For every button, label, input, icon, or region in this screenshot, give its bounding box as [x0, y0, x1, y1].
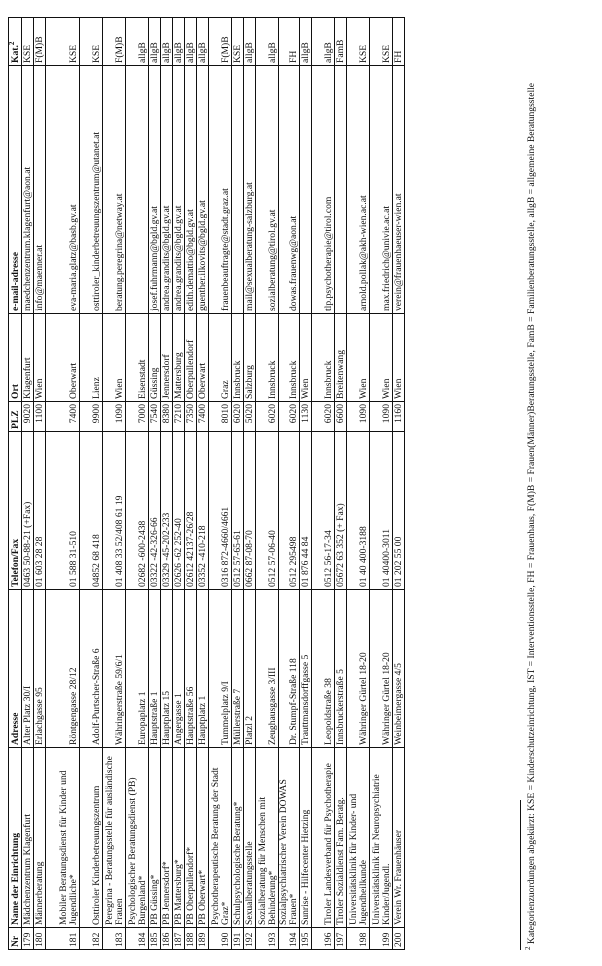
- cell-nr: 200: [393, 928, 405, 950]
- cell-ort: Wien: [34, 314, 46, 402]
- cell-telefon: 01 876 44 84: [300, 432, 312, 590]
- cell-email: tlp.psychotherapie@tirol.com: [312, 66, 335, 314]
- table-row: [173, 18, 185, 950]
- cell-adresse: Währinger Gürtel 18-20: [347, 590, 370, 748]
- cell-name: PB Mattersburg*: [173, 748, 185, 928]
- cell-name: Osttiroler Kinderbetreuungszentrum: [80, 748, 103, 928]
- cell-name: Tiroler Landesverband für Psychotherapie: [312, 748, 335, 928]
- cell-ort: Oberwart: [197, 314, 209, 402]
- cell-email: edith.demattio@bgld.gv.at: [185, 66, 197, 314]
- footnote-marker: 2: [523, 946, 532, 950]
- header-nr: Nr: [9, 928, 22, 950]
- cell-name: Sozialpsychiatrischer Verein DOWAS Frauen*: [279, 748, 300, 928]
- cell-telefon: 01 603 28 28: [34, 432, 46, 590]
- cell-name: Universitätsklinik für Neuropsychiatrie Kinder/Jugendl.: [370, 748, 393, 928]
- cell-name: PB Güssing*: [149, 748, 161, 928]
- cell-adresse: Innsbruckerstraße 5: [335, 590, 347, 748]
- cell-adresse: Weinbeimergasse 4/5: [393, 590, 405, 748]
- cell-nr: 191: [232, 928, 244, 950]
- cell-email: info@maenner.at: [34, 66, 46, 314]
- cell-kat: KSE: [22, 18, 34, 66]
- cell-telefon: 04852 68 418: [80, 432, 103, 590]
- cell-telefon: 0512 56-17-34: [312, 432, 335, 590]
- cell-kat: KSE: [80, 18, 103, 66]
- cell-adresse: Zeughausgasse 3/III: [256, 590, 279, 748]
- cell-email: beratung.peregrina@netway.at: [103, 66, 126, 314]
- cell-ort: Klagenfurt: [22, 314, 34, 402]
- cell-name: Männerberatung: [34, 748, 46, 928]
- cell-nr: 195: [300, 928, 312, 950]
- cell-name: Tiroler Sozialdienst Fam. Beratg.: [335, 748, 347, 928]
- cell-ort: Jennersdorf: [161, 314, 173, 402]
- cell-nr: 183: [103, 928, 126, 950]
- cell-nr: 180: [34, 928, 46, 950]
- cell-telefon: 01 40 400-3188: [347, 432, 370, 590]
- cell-kat: allgB: [161, 18, 173, 66]
- cell-name: PB Oberwart*: [197, 748, 209, 928]
- cell-email: arnold.pollak@akh-wien.ac.at: [347, 66, 370, 314]
- cell-nr: 199: [370, 928, 393, 950]
- cell-kat: allgB: [185, 18, 197, 66]
- cell-adresse: Europaplatz 1: [126, 590, 149, 748]
- cell-kat: allgB: [173, 18, 185, 66]
- cell-telefon: 02626 -62 252-40: [173, 432, 185, 590]
- cell-telefon: 0316 872-4660/4661: [209, 432, 232, 590]
- cell-nr: 182: [80, 928, 103, 950]
- cell-telefon: 0512 295498: [279, 432, 300, 590]
- cell-email: andrea.grandits@bgld.gv.at: [173, 66, 185, 314]
- cell-nr: 184: [126, 928, 149, 950]
- cell-ort: Eisenstadt: [126, 314, 149, 402]
- cell-adresse: Dr. Stumpf-Straße 118: [279, 590, 300, 748]
- cell-plz: 7350: [185, 402, 197, 432]
- cell-adresse: Hauptplatz 15: [161, 590, 173, 748]
- header-kat-label: Kat.: [9, 45, 21, 63]
- cell-nr: 193: [256, 928, 279, 950]
- cell-kat: FH: [393, 18, 405, 66]
- cell-plz: 7000: [126, 402, 149, 432]
- table-row: [232, 18, 244, 950]
- cell-adresse: Röntgengasse 28/12: [46, 590, 80, 748]
- header-name: Name der Einrichtung: [9, 748, 22, 928]
- cell-nr: 186: [161, 928, 173, 950]
- cell-kat: F(M)B: [34, 18, 46, 66]
- cell-name: Psychotherapeutische Beratung der Stadt Graz*: [209, 748, 232, 928]
- cell-nr: 196: [312, 928, 335, 950]
- cell-ort: Wien: [300, 314, 312, 402]
- cell-plz: 1090: [103, 402, 126, 432]
- cell-ort: Innsbruck: [279, 314, 300, 402]
- cell-plz: 6600: [335, 402, 347, 432]
- cell-kat: allgB: [126, 18, 149, 66]
- cell-telefon: 03329 -45-202-233: [161, 432, 173, 590]
- cell-plz: 7400: [197, 402, 209, 432]
- cell-kat: KSE: [232, 18, 244, 66]
- cell-plz: 9020: [22, 402, 34, 432]
- table-header-row: [9, 18, 22, 950]
- cell-kat: allgB: [244, 18, 256, 66]
- cell-nr: 187: [173, 928, 185, 950]
- cell-kat: allgB: [312, 18, 335, 66]
- table-row: [22, 18, 34, 950]
- cell-ort: Oberpullendorf: [185, 314, 197, 402]
- header-telefon: Telefon/Fax: [9, 432, 22, 590]
- table-row: [185, 18, 197, 950]
- table-row: [46, 18, 80, 950]
- cell-adresse: Währingerstraße 59/6/1: [103, 590, 126, 748]
- cell-telefon: 01 408 33 52/408 61 19: [103, 432, 126, 590]
- cell-ort: Wien: [103, 314, 126, 402]
- cell-adresse: Trauttmansdorffgasse 5: [300, 590, 312, 748]
- cell-telefon: 02682 -600-2438: [126, 432, 149, 590]
- cell-name: Peregrina - Beratungsstelle für ausländische Frauen: [103, 748, 126, 928]
- cell-ort: Graz: [209, 314, 232, 402]
- cell-kat: FH: [279, 18, 300, 66]
- header-plz: PLZ: [9, 402, 22, 432]
- header-kat-footnote-marker: 2: [7, 41, 16, 46]
- table-row: [209, 18, 232, 950]
- cell-adresse: Leopoldstraße 38: [312, 590, 335, 748]
- table-row: [256, 18, 279, 950]
- institutions-table: [8, 17, 405, 950]
- table-row: [335, 18, 347, 950]
- cell-plz: 5020: [244, 402, 256, 432]
- table-row: [312, 18, 335, 950]
- cell-plz: 7210: [173, 402, 185, 432]
- cell-email: andrea.grandits@bgld.gv.at: [161, 66, 173, 314]
- cell-adresse: Währinger Gürtel 18-20: [370, 590, 393, 748]
- cell-kat: allgB: [256, 18, 279, 66]
- cell-kat: KSE: [347, 18, 370, 66]
- cell-name: Sozialberatung für Menschen mit Behinderung*: [256, 748, 279, 928]
- cell-kat: allgB: [197, 18, 209, 66]
- cell-ort: Güssing: [149, 314, 161, 402]
- table-row: [103, 18, 126, 950]
- cell-email: [232, 66, 244, 314]
- cell-plz: 6020: [279, 402, 300, 432]
- cell-adresse: Müllerstraße 7: [232, 590, 244, 748]
- cell-telefon: 0463 50-88-21 (+Fax): [22, 432, 34, 590]
- cell-nr: 197: [335, 928, 347, 950]
- cell-name: PB Jennersdorf*: [161, 748, 173, 928]
- cell-email: guenther.ilkovits@bgld.gv.at: [197, 66, 209, 314]
- cell-adresse: Adolf-Purtscher-Straße 6: [80, 590, 103, 748]
- cell-nr: 179: [22, 928, 34, 950]
- cell-name: Sunrise - Hilfecenter Hietzing: [300, 748, 312, 928]
- cell-kat: F(M)B: [103, 18, 126, 66]
- table-row: [149, 18, 161, 950]
- table-row: [34, 18, 46, 950]
- cell-email: [335, 66, 347, 314]
- cell-ort: Wien: [393, 314, 405, 402]
- cell-nr: 185: [149, 928, 161, 950]
- cell-adresse: Hauptstraße 56: [185, 590, 197, 748]
- cell-nr: 181: [46, 928, 80, 950]
- table-row: [370, 18, 393, 950]
- cell-plz: 7540: [149, 402, 161, 432]
- cell-nr: 194: [279, 928, 300, 950]
- cell-ort: Oberwart: [46, 314, 80, 402]
- cell-plz: 1130: [300, 402, 312, 432]
- cell-name: PB Oberpullendorf*: [185, 748, 197, 928]
- cell-name: Sexualberatungsstelle: [244, 748, 256, 928]
- cell-telefon: 02612 42137-26/28: [185, 432, 197, 590]
- cell-ort: Innsbruck: [256, 314, 279, 402]
- cell-telefon: 05672 63 352 (+ Fax): [335, 432, 347, 590]
- header-adresse: Adresse: [9, 590, 22, 748]
- cell-plz: 9900: [80, 402, 103, 432]
- table-row: [244, 18, 256, 950]
- header-kat: [9, 18, 22, 66]
- header-email: e-mail-adresse: [9, 66, 22, 314]
- cell-plz: 1090: [347, 402, 370, 432]
- cell-ort: Wien: [370, 314, 393, 402]
- header-ort: Ort: [9, 314, 22, 402]
- cell-telefon: 01 202 55 00: [393, 432, 405, 590]
- cell-nr: 190: [209, 928, 232, 950]
- table-row: [393, 18, 405, 950]
- cell-ort: Mattersburg: [173, 314, 185, 402]
- cell-adresse: Platzl 2: [244, 590, 256, 748]
- cell-email: maedchenzentrum.klagenfurt@aon.at: [22, 66, 34, 314]
- cell-kat: F(M)B: [209, 18, 232, 66]
- footnote: [523, 50, 537, 950]
- cell-telefon: 01 40400-3011: [370, 432, 393, 590]
- cell-adresse: Alter Platz 30/I: [22, 590, 34, 748]
- cell-ort: Breitenwang: [335, 314, 347, 402]
- footnote-divider: [520, 800, 521, 950]
- cell-email: josef.fuhrmann@bgld.gv.at: [149, 66, 161, 314]
- cell-adresse: Tummelplatz 9/I: [209, 590, 232, 748]
- cell-plz: 8010: [209, 402, 232, 432]
- cell-telefon: 03322 -42-326-66: [149, 432, 161, 590]
- cell-plz: 7400: [46, 402, 80, 432]
- cell-name: Psychologischer Beratungsdienst (PB) Burgenland*: [126, 748, 149, 928]
- cell-plz: 6020: [312, 402, 335, 432]
- cell-kat: FamB: [335, 18, 347, 66]
- table-row: [279, 18, 300, 950]
- cell-ort: Lienz: [80, 314, 103, 402]
- cell-nr: 192: [244, 928, 256, 950]
- cell-kat: KSE: [46, 18, 80, 66]
- cell-telefon: 0662 87-08-70: [244, 432, 256, 590]
- cell-name: Universitätsklinik für Kinder- und Jugendheilkunde: [347, 748, 370, 928]
- cell-ort: Innsbruck: [232, 314, 244, 402]
- cell-email: mail@sexualberatung-salzburg.at: [244, 66, 256, 314]
- cell-nr: 188: [185, 928, 197, 950]
- cell-ort: Wien: [347, 314, 370, 402]
- cell-email: verein@frauenhaeuser-wien.at: [393, 66, 405, 314]
- cell-kat: allgB: [300, 18, 312, 66]
- cell-kat: allgB: [149, 18, 161, 66]
- cell-email: [126, 66, 149, 314]
- cell-adresse: Hauptstraße 1: [149, 590, 161, 748]
- cell-nr: 198: [347, 928, 370, 950]
- footnote-text: Kategorienzuordungen abgekürzt: KSE = Kinderschutzeinrichtung, IST = Interventionsstelle, FH = Frauenhaus, F(M)B = Frauen(Männer)Beratungsstelle, FamB = Familienberatungsstelle, allgB = allgemeine Beratungsstelle: [526, 82, 537, 945]
- cell-adresse: Hauptplatz 1: [197, 590, 209, 748]
- cell-telefon: 01 588 31-510: [46, 432, 80, 590]
- cell-nr: 189: [197, 928, 209, 950]
- cell-email: eva-maria.glatz@basb.gv.at: [46, 66, 80, 314]
- cell-email: max.friedrich@univie.ac.at: [370, 66, 393, 314]
- cell-telefon: 03352 -410-218: [197, 432, 209, 590]
- table-row: [197, 18, 209, 950]
- cell-adresse: Angergasse 1: [173, 590, 185, 748]
- cell-plz: 6020: [256, 402, 279, 432]
- table-row: [161, 18, 173, 950]
- cell-email: dowas.frauenwg@aon.at: [279, 66, 300, 314]
- cell-plz: 6020: [232, 402, 244, 432]
- table-row: [300, 18, 312, 950]
- cell-adresse: Erlachgasse 95: [34, 590, 46, 748]
- cell-email: [300, 66, 312, 314]
- cell-plz: 1100: [34, 402, 46, 432]
- cell-kat: KSE: [370, 18, 393, 66]
- cell-email: frauenbeauftragte@stadt.graz.at: [209, 66, 232, 314]
- cell-telefon: 0512 57-06-40: [256, 432, 279, 590]
- cell-plz: 1160: [393, 402, 405, 432]
- table-body: [22, 18, 405, 950]
- table-row: [347, 18, 370, 950]
- cell-name: Mädchenzentrum Klagenfurt: [22, 748, 34, 928]
- table-row: [80, 18, 103, 950]
- cell-plz: 1090: [370, 402, 393, 432]
- cell-name: Mobiler Beratungsdienst für Kinder und Jugendliche*: [46, 748, 80, 928]
- cell-name: Schulpsychologische Beratung*: [232, 748, 244, 928]
- cell-name: Verein Wr. Frauenhäuser: [393, 748, 405, 928]
- cell-email: osttiroler_kinderbetreuungszentrum@utanet.at: [80, 66, 103, 314]
- cell-ort: Salzburg: [244, 314, 256, 402]
- cell-email: sozialberatung@tirol.gv.at: [256, 66, 279, 314]
- cell-plz: 8380: [161, 402, 173, 432]
- cell-telefon: 0512 57-65-61: [232, 432, 244, 590]
- cell-ort: Innsbruck: [312, 314, 335, 402]
- table-row: [126, 18, 149, 950]
